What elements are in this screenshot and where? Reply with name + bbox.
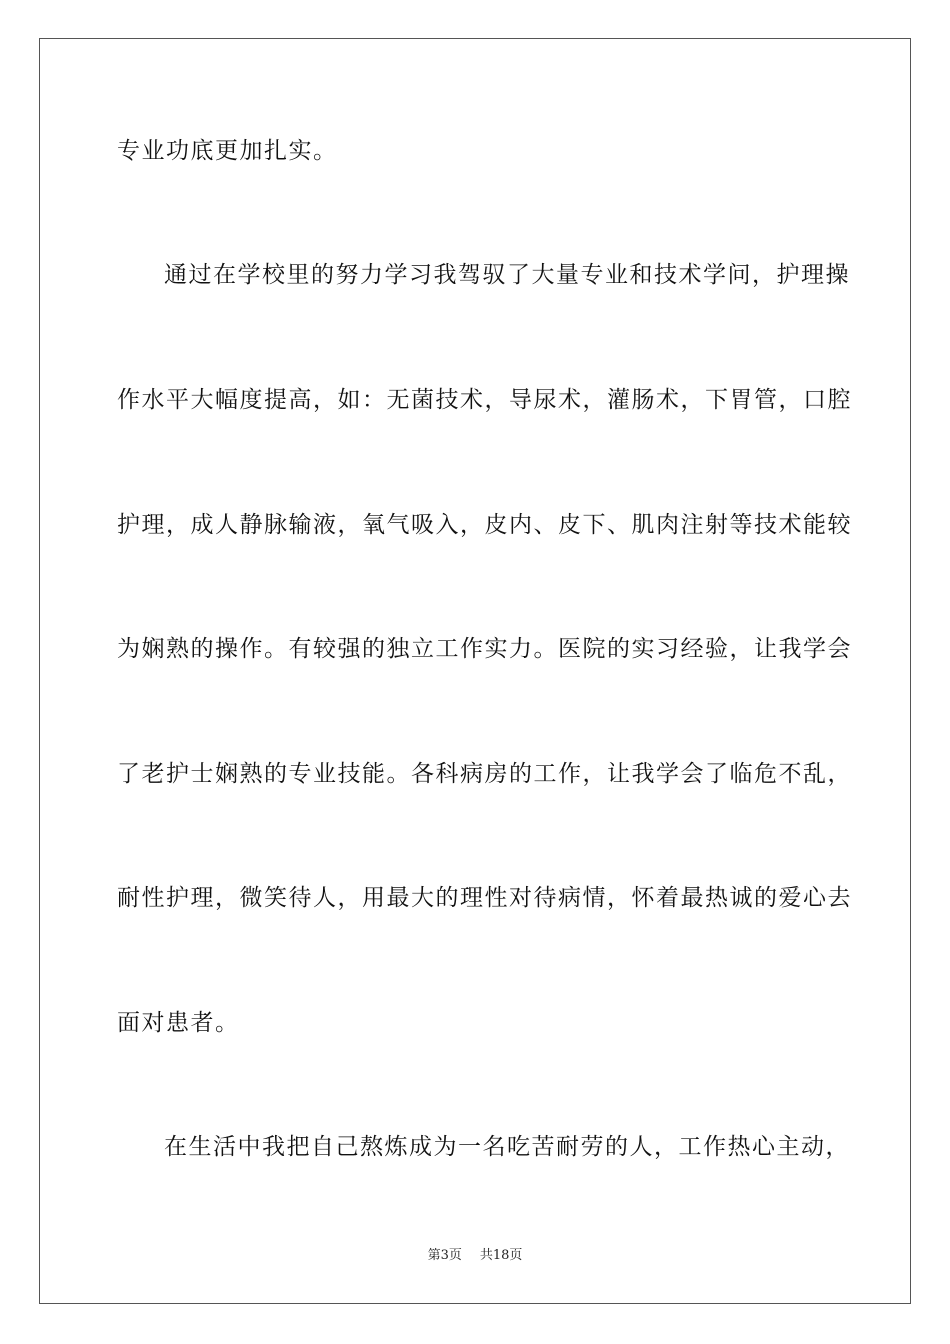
page-footer bbox=[0, 1248, 950, 1264]
body-text-line: 专业功底更加扎实。 bbox=[117, 138, 338, 164]
body-text-line: 面对患者。 bbox=[117, 1010, 240, 1036]
page-number: 第3页 bbox=[427, 1248, 462, 1263]
body-text-line: 通过在学校里的努力学习我驾驭了大量专业和技术学问，护理操 bbox=[164, 262, 850, 288]
page-border bbox=[39, 38, 911, 1304]
body-text-line: 作水平大幅度提高，如：无菌技术，导尿术，灌肠术，下胃管，口腔 bbox=[117, 387, 852, 413]
body-text-line: 耐性护理，微笑待人，用最大的理性对待病情，怀着最热诚的爱心去 bbox=[117, 885, 852, 911]
body-text-line: 了老护士娴熟的专业技能。各科病房的工作，让我学会了临危不乱， bbox=[117, 761, 852, 787]
body-text-line: 为娴熟的操作。有较强的独立工作实力。医院的实习经验，让我学会 bbox=[117, 636, 852, 662]
body-text-line: 护理，成人静脉输液，氧气吸入，皮内、皮下、肌肉注射等技术能较 bbox=[117, 512, 852, 538]
body-text-line: 在生活中我把自己熬炼成为一名吃苦耐劳的人，工作热心主动， bbox=[164, 1134, 850, 1160]
total-pages: 共18页 bbox=[479, 1248, 523, 1263]
